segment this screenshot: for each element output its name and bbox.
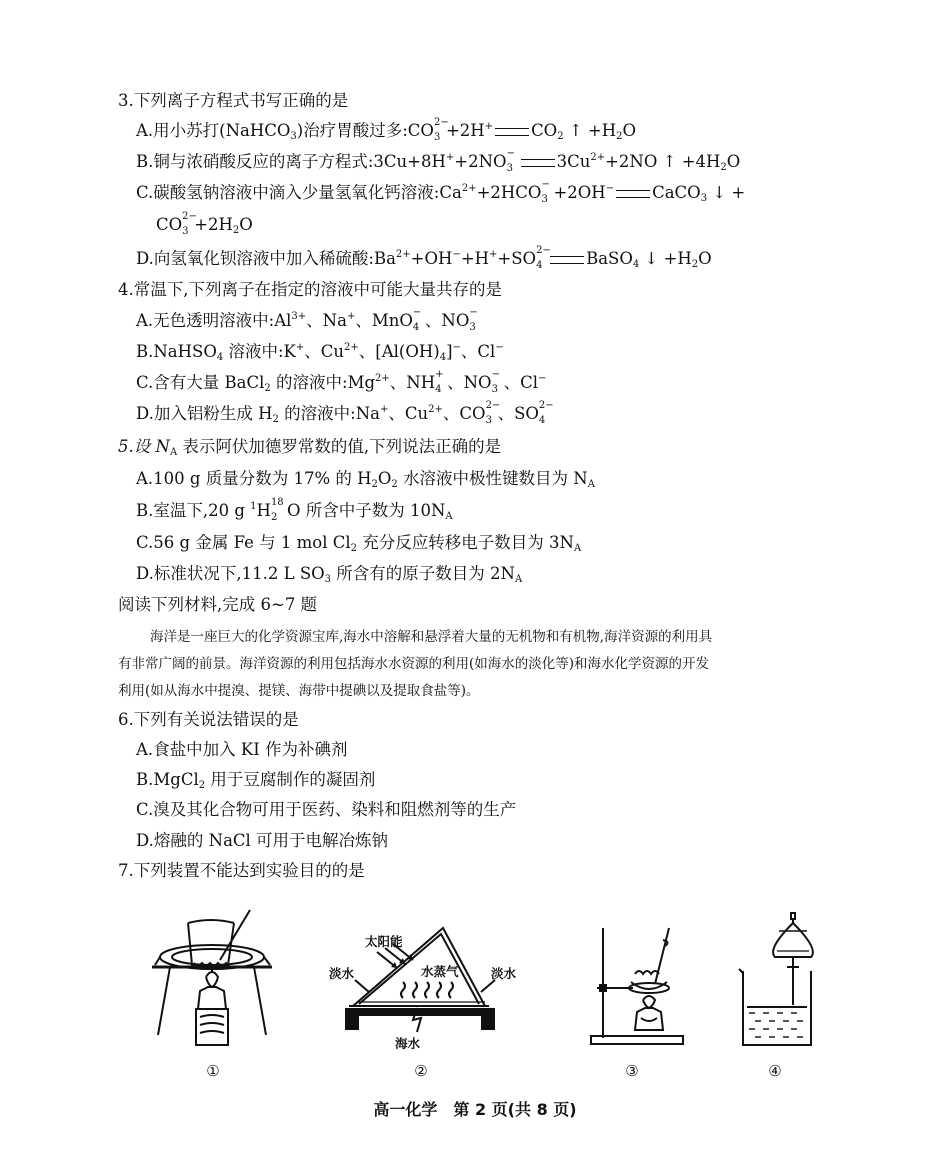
figure-label-3: ③ <box>625 1062 639 1080</box>
q3-option-c-continued: CO 2− 3 $+2H_2O$ <box>156 210 253 237</box>
q7-stem: 7.下列装置不能达到实验目的的是 <box>118 861 365 880</box>
figure-label-2: ② <box>414 1062 428 1080</box>
q3-option-b: B.铜与浓硝酸反应的离子方程式:3Cu+8H++2NO − 3 $3Cu^{2+}+2NO$ ↑ $+4H_2O$ <box>136 147 741 174</box>
equals-sign <box>521 159 555 167</box>
q5-option-a: A.100 g 质量分数为 17% 的 $H_2O_2$ 水溶液中极性键数目为 $N_A$ <box>136 469 595 490</box>
q3-stem: 3.下列离子方程式书写正确的是 <box>118 91 349 110</box>
figure-label-1: ① <box>206 1062 220 1080</box>
equals-sign <box>550 256 584 264</box>
label-seawater: 海水 <box>395 1036 421 1051</box>
reading-heading: 阅读下列材料,完成 6~7 题 <box>118 595 318 614</box>
q6-option-d: D.熔融的 NaCl 可用于电解冶炼钠 <box>136 831 389 850</box>
reading-paragraph-line-1: 海洋是一座巨大的化学资源宝库,海水中溶解和悬浮着大量的无机物和有机物,海洋资源的利用具 <box>150 629 713 645</box>
reading-paragraph-line-2: 有非常广阔的前景。海洋资源的利用包括海水水资源的利用(如海水的淡化等)和海水化学资源的开发 <box>118 656 710 672</box>
reading-paragraph-line-3: 利用(如从海水中提溴、提镁、海带中提碘以及提取食盐等)。 <box>118 683 480 699</box>
q6-option-a: A.食盐中加入 KI 作为补碘剂 <box>136 740 348 759</box>
q5-option-d: D.标准状况下,11.2 L $SO_3$ 所含有的原子数目为 $2N_A$ <box>136 564 523 585</box>
q6-option-b: B.MgCl$_2$ 用于豆腐制作的凝固剂 <box>136 770 376 791</box>
q4-stem: 4.常温下,下列离子在指定的溶液中可能大量共存的是 <box>118 280 502 299</box>
page-footer: 高一化学 第 2 页(共 8 页) <box>373 1100 577 1119</box>
separatory-funnel-figure <box>735 905 825 1055</box>
equals-sign <box>495 128 529 136</box>
q5-stem: 5.设 $N_A$ 表示阿伏加德罗常数的值,下列说法正确的是 <box>118 437 502 458</box>
solar-desalination-figure <box>325 920 525 1055</box>
label-water-vapor: 水蒸气 <box>421 964 459 979</box>
q3-option-a: A.用小苏打(NaHCO$_3$)治疗胃酸过多:CO 2− 3 +2H+ $CO_2$ ↑ $+H_2O$ <box>136 116 637 143</box>
ring-stand-heating-figure <box>585 920 695 1055</box>
q4-option-a: A.无色透明溶液中$:Al^{3+}$、Na+、MnO − 4 、NO − 3 <box>136 306 478 333</box>
q4-option-d: D.加入铝粉生成 $H_2$ 的溶液中:Na+、$Cu^{2+}$、CO 2− 3 、SO 2− 4 <box>136 399 554 426</box>
q4-option-c: C.含有大量 BaCl$_2$ 的溶液中$:Mg^{2+}$、NH + 4 、NO − 3 、Cl− <box>136 368 547 395</box>
q6-stem: 6.下列有关说法错误的是 <box>118 710 299 729</box>
q4-option-b: B.NaHSO$_4$ 溶液中:K+、$Cu^{2+}$、$[Al(OH)_4]^-$、Cl− <box>136 342 504 363</box>
q3-option-d: D.向氢氧化钡溶液中加入稀硫酸$:Ba^{2+}+OH^-+H^++SO$ 2− 4 BaSO$_4$ ↓ $+H_2O$ <box>136 244 712 271</box>
figure-label-4: ④ <box>768 1062 782 1080</box>
q6-option-c: C.溴及其化合物可用于医药、染料和阻燃剂等的生产 <box>136 800 517 819</box>
q5-option-b: B.室温下,20 g $^1$H 18 2 O 所含中子数为 $10N_A$ <box>136 496 453 523</box>
q5-option-c: C.56 g 金属 Fe 与 1 mol $Cl_2$ 充分反应转移电子数目为 $3N_A$ <box>136 533 582 554</box>
evaporation-apparatus-figure <box>150 905 290 1055</box>
q3-option-c: C.碳酸氢钠溶液中滴入少量氢氧化钙溶液$:Ca^{2+}+2HCO$ − 3 +2OH− CaCO$_3$ ↓ + <box>136 178 746 205</box>
label-fresh-water-left: 淡水 <box>329 966 355 981</box>
equals-sign <box>616 190 650 198</box>
label-fresh-water-right: 淡水 <box>491 966 517 981</box>
label-solar-energy: 太阳能 <box>365 934 403 949</box>
